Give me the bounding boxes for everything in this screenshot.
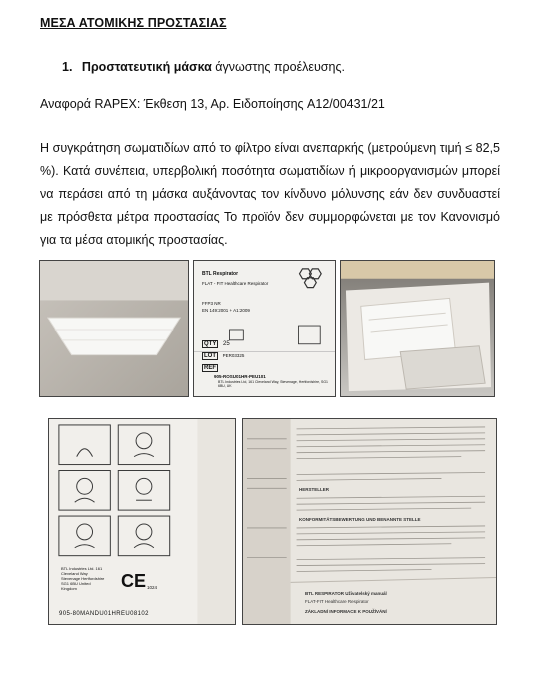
label-qty xyxy=(202,341,230,347)
label-company: BTL Industries Ltd, 161 Cleveland Way, Stevenage, Hertfordshire, SG1 6BU, UK xyxy=(218,380,328,388)
item-description: άγνωστης προέλευσης. xyxy=(211,60,345,74)
item-number: 1. xyxy=(62,60,73,74)
leaflet-footer-brand: BTL RESPIRATOR Uživatelský manuál xyxy=(305,591,387,596)
instructions-code: 905-80MANDU01HREU08102 xyxy=(59,611,149,617)
leaflet-footer-info: ZÁKLADNÍ INFORMACE K POUŽÍVÁNÍ xyxy=(305,609,387,614)
label-ref xyxy=(202,365,218,371)
instructions-company: BTL Industries Ltd. 161 Cleveland Way Stevenage Hertfordshire SG1 6BU United Kingdom xyxy=(61,566,105,591)
leaflet-footer-model: FLAT-FIT Healthcare Respirator xyxy=(305,599,369,604)
list-item xyxy=(62,60,345,74)
leaflet-conformity-heading: KONFORMITÄTSBEWERTUNG UND BENANNTE STELLE xyxy=(299,517,421,522)
lot-label: LOT xyxy=(204,353,216,359)
qty-label: QTY xyxy=(204,341,217,347)
instructions-photo xyxy=(48,418,236,625)
ref-value: 905-ROSU01HR-PEU101 xyxy=(214,374,266,379)
label-model: FLAT - FIT Healthcare Respirator xyxy=(202,281,269,286)
qty-value: 25 xyxy=(223,341,230,347)
label-lot xyxy=(202,353,244,359)
ce-number: 1024 xyxy=(147,585,158,590)
ref-label: REF xyxy=(204,365,216,371)
mask-photo xyxy=(39,260,189,397)
item-title: Προστατευτική μάσκα xyxy=(81,60,212,74)
document-heading: ΜΕΣΑ ΑΤΟΜΙΚΗΣ ΠΡΟΣΤΑΣΙΑΣ xyxy=(40,16,227,30)
ce-mark: CE xyxy=(121,571,147,591)
leaflet-manufacturer-heading: HERSTELLER xyxy=(299,487,330,492)
label-class: FFP3 NR xyxy=(202,301,221,306)
leaflet-photo xyxy=(242,418,497,625)
label-brand: BTL Respirator xyxy=(202,271,239,277)
packaging-label-photo xyxy=(193,260,336,397)
packaged-masks-photo xyxy=(340,260,495,397)
rapex-reference: Αναφορά RAPEX: Έκθεση 13, Αρ. Ειδοποίησης A12/00431/21 xyxy=(40,97,385,111)
body-paragraph: Η συγκράτηση σωματιδίων από το φίλτρο είναι ανεπαρκής (μετρούμενη τιμή ≤ 82,5 %). Κατά συνέπεια, υπερβολική ποσότητα σωματιδίων ή μικροοργανισμών μπορεί να περάσει από τη μάσκα αυξάνοντας τον κίνδυνο μόλυνσης εάν δεν συνδυαστεί με πρόσθετα μέτρα προστασίας Το προϊόν δεν συμμορφώνεται με τον Κανονισμό για τα μέσα ατομικής προστασίας. xyxy=(40,141,500,247)
lot-value: PER03325 xyxy=(222,353,245,358)
label-standard: EN 149:2001 + A1:2009 xyxy=(202,308,250,313)
